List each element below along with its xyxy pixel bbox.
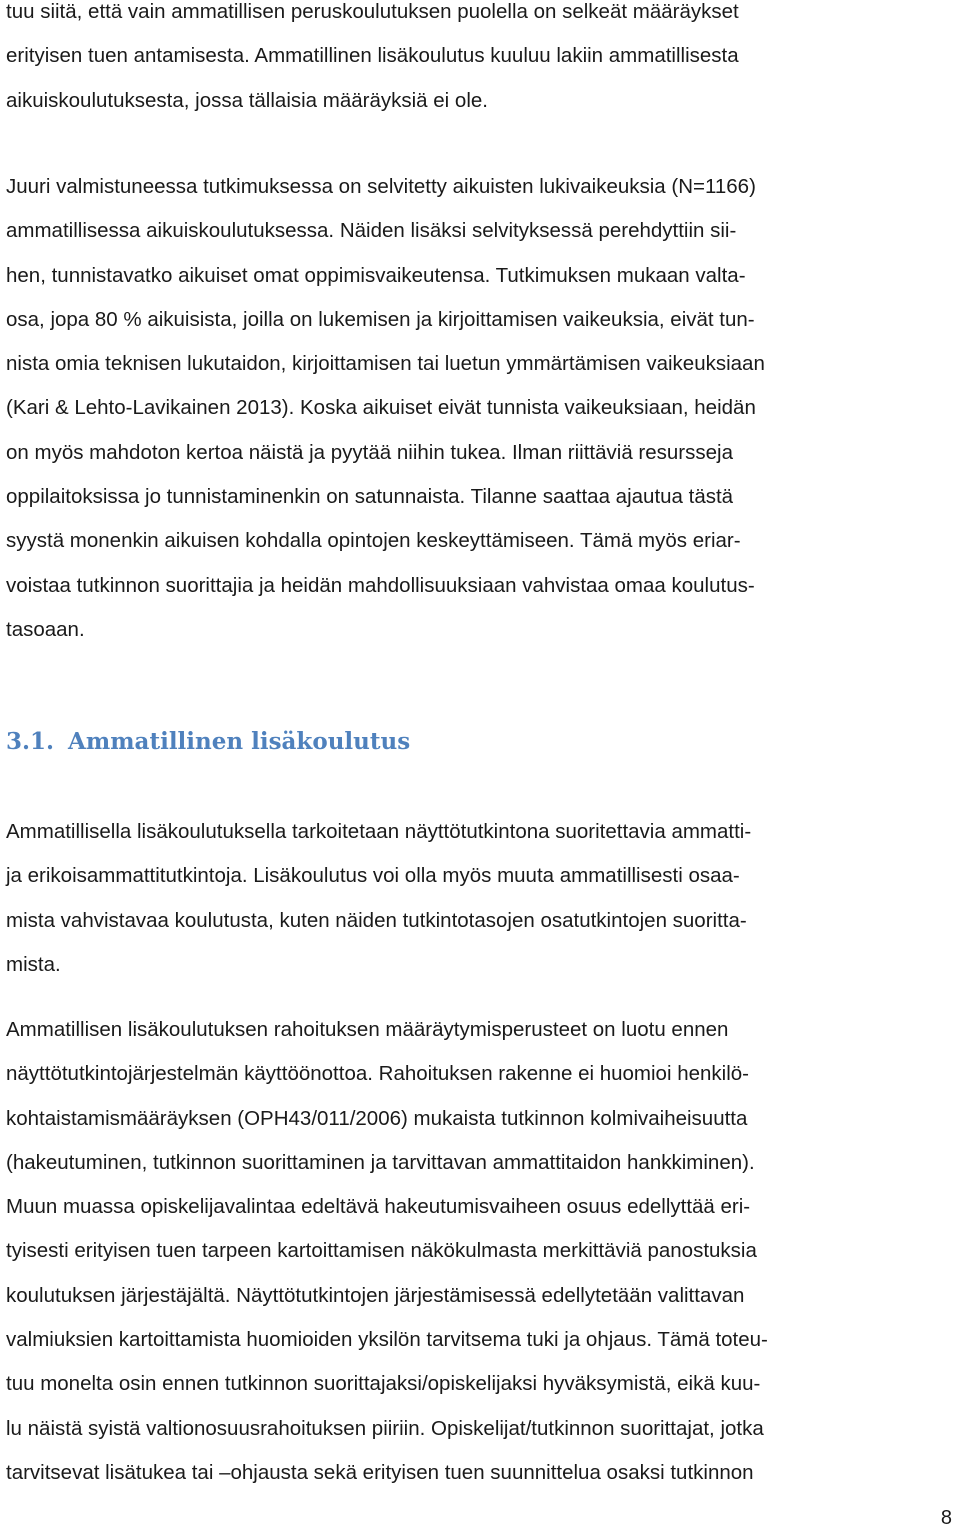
paragraph-4 xyxy=(6,1008,956,1495)
paragraph-line: osa, jopa 80 % aikuisista, joilla on lukemisen ja kirjoittamisen vaikeuksia, eivät tun- xyxy=(6,307,755,331)
paragraph-line: hen, tunnistavatko aikuiset omat oppimisvaikeutensa. Tutkimuksen mukaan valta- xyxy=(6,263,746,287)
paragraph-line: nista omia teknisen lukutaidon, kirjoittamisen tai luetun ymmärtämisen vaikeuksiaan xyxy=(6,352,765,376)
paragraph-line: tuu siitä, että vain ammatillisen peruskoulutuksen puolella on selkeät määräykset xyxy=(6,0,739,23)
paragraph-3 xyxy=(6,810,956,987)
paragraph-line: tarvitsevat lisätukea tai –ohjausta sekä erityisen tuen suunnittelua osaksi tutkinnon xyxy=(6,1460,754,1484)
paragraph-line: ja erikoisammattitutkintoja. Lisäkoulutus voi olla myös muuta ammatillisesti osaa- xyxy=(6,864,740,888)
paragraph-line: Juuri valmistuneessa tutkimuksessa on selvitetty aikuisten lukivaikeuksia (N=1166) xyxy=(6,175,756,198)
paragraph-line: valmiuksien kartoittamista huomioiden yksilön tarvitsema tuki ja ohjaus. Tämä toteu- xyxy=(6,1328,768,1352)
page-number: 8 xyxy=(940,1507,952,1529)
paragraph-line: kohtaistamismääräyksen (OPH43/011/2006) mukaista tutkinnon kolmivaiheisuutta xyxy=(6,1106,748,1130)
section-title: Ammatillinen lisäkoulutus xyxy=(68,728,411,755)
paragraph-line: (Kari & Lehto-Lavikainen 2013). Koska aikuiset eivät tunnista vaikeuksiaan, heidän xyxy=(6,396,756,420)
paragraph-line: koulutuksen järjestäjältä. Näyttötutkintojen järjestämisessä edellytetään valittavan xyxy=(6,1283,745,1307)
paragraph-2 xyxy=(6,165,956,652)
paragraph-line: Ammatillisen lisäkoulutuksen rahoituksen määräytymisperusteet on luotu ennen xyxy=(6,1018,729,1041)
paragraph-line: tasoaan. xyxy=(6,617,85,641)
paragraph-line: on myös mahdoton kertoa näistä ja pyytää niihin tukea. Ilman riittäviä resursseja xyxy=(6,440,733,464)
paragraph-line: Muun muassa opiskelijavalintaa edeltävä hakeutumisvaiheen osuus edellyttää eri- xyxy=(6,1195,751,1219)
paragraph-line: mista. xyxy=(6,952,61,976)
paragraph-line: voistaa tutkinnon suorittajia ja heidän mahdollisuuksiaan vahvistaa omaa koulutus- xyxy=(6,573,755,597)
paragraph-line: syystä monenkin aikuisen kohdalla opintojen keskeyttämiseen. Tämä myös eriar- xyxy=(6,529,741,553)
paragraph-line: tyisesti erityisen tuen tarpeen kartoittamisen näkökulmasta merkittäviä panostuksia xyxy=(6,1239,757,1263)
paragraph-line: (hakeutuminen, tutkinnon suorittaminen ja tarvittavan ammattitaidon hankkiminen). xyxy=(6,1150,755,1174)
paragraph-line: mista vahvistavaa koulutusta, kuten näiden tutkintotasojen osatutkintojen suoritta- xyxy=(6,908,747,932)
paragraph-line: erityisen tuen antamisesta. Ammatillinen lisäkoulutus kuuluu lakiin ammatillisesta xyxy=(6,44,739,68)
paragraph-line: ammatillisessa aikuiskoulutuksessa. Näiden lisäksi selvityksessä perehdyttiin sii- xyxy=(6,219,737,243)
paragraph-line: Ammatillisella lisäkoulutuksella tarkoitetaan näyttötutkintona suoritettavia ammatti- xyxy=(6,820,752,843)
section-heading xyxy=(6,722,410,762)
paragraph-1 xyxy=(6,0,956,123)
paragraph-line: lu näistä syistä valtionosuusrahoituksen piiriin. Opiskelijat/tutkinnon suorittajat, jotka xyxy=(6,1416,764,1440)
paragraph-line: aikuiskoulutuksesta, jossa tällaisia määräyksiä ei ole. xyxy=(6,88,488,112)
section-number: 3.1. xyxy=(6,728,55,755)
paragraph-line: näyttötutkintojärjestelmän käyttöönottoa. Rahoituksen rakenne ei huomioi henkilö- xyxy=(6,1062,749,1086)
paragraph-line: tuu monelta osin ennen tutkinnon suorittajaksi/opiskelijaksi hyväksymistä, eikä kuu- xyxy=(6,1372,761,1396)
paragraph-line: oppilaitoksissa jo tunnistaminenkin on satunnaista. Tilanne saattaa ajautua tästä xyxy=(6,485,734,509)
